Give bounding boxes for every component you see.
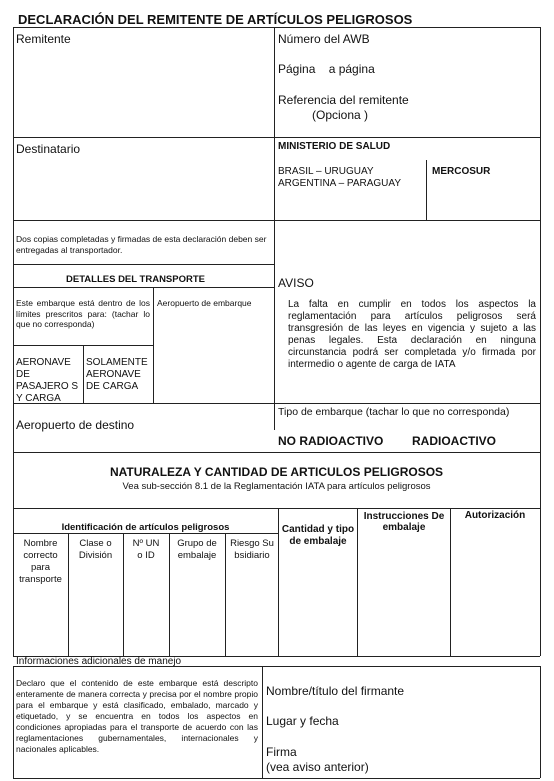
bottom-rule [13,778,540,779]
ministry-label: MINISTERIO DE SALUD [278,141,391,152]
form-title: DECLARACIÓN DEL REMITENTE DE ARTÍCULOS PELIGROSOS [18,12,413,27]
col-class: Clase o División [78,538,113,561]
col-quantity: Cantidad y tipo de embalaje [281,524,355,547]
col-packing-group: Grupo de embalaje [177,538,217,561]
sender-reference-optional: (Opciona ) [312,108,369,122]
ident-heading: Identificación de artículos peligrosos [61,522,230,533]
signer-name-label: Nombre/título del firmante [266,684,405,698]
nature-subtitle: Vea sub-sección 8.1 de la Reglamentación IATA para artículos peligrosos [122,481,431,492]
signature-label: Firma [266,745,297,759]
sender-label: Remitente [16,32,71,46]
table-col-7 [450,508,451,656]
shipment-type-label: Tipo de embarque (tachar lo que no corresponda) [278,406,510,418]
mercosur-label: MERCOSUR [432,166,491,177]
col-un-number: Nº UN o ID [132,538,160,561]
ministry-line-1: BRASIL – URUGUAY [278,166,374,177]
ministry-line-2: ARGENTINA – PARAGUAY [278,178,401,189]
declaration-divider [262,666,263,778]
cargo-only-label: SOLAMENTE AERONAVE DE CARGA [86,357,148,392]
signature-note: (vea aviso anterior) [266,760,369,774]
aircraft-divider [83,345,84,403]
airport-rule [13,403,540,404]
awb-label: Número del AWB [278,32,370,46]
ident-heading-rule [13,533,278,534]
sender-rule [13,137,540,138]
destination-rule [13,452,540,453]
page-label: Página a página [278,62,375,76]
limits-text: Este embarque está dentro de los límites prescritos para: (tachar lo que no corresponda) [16,298,150,329]
col-subsidiary-risk: Riesgo Subsidiario [230,538,274,561]
table-col-2 [123,533,124,656]
declaration-left-border [13,666,14,778]
transport-heading-rule [13,287,274,288]
right-border [540,27,541,520]
nature-rule [13,508,540,509]
col-authorization: Autorización [464,510,526,521]
place-date-label: Lugar y fecha [266,714,339,728]
mercosur-divider [426,160,427,220]
recipient-rule [13,220,540,221]
copies-note: Dos copias completadas y firmadas de esta declaración deben ser entregadas al transportador. [16,234,267,255]
table-right-border [540,508,541,656]
destination-airport-label: Aeropuerto de destino [16,418,135,432]
title-rule [13,27,540,28]
departure-airport-label: Aeropuerto de embarque [157,298,252,308]
table-col-4 [225,533,226,656]
table-col-1 [68,533,69,656]
departure-divider [153,287,154,403]
nature-title: NATURALEZA Y CANTIDAD DE ARTICULOS PELIGROSOS [109,465,444,479]
sender-reference-label: Referencia del remitente [278,93,409,107]
warning-heading: AVISO [278,276,314,290]
table-col-3 [169,533,170,656]
table-col-5 [278,508,279,656]
copies-rule [13,264,274,265]
col-packing-instructions: Instrucciones De embalaje [363,511,445,533]
declaration-text: Declaro que el contenido de este embarque está descripto enteramente de manera correcta y precisa por el nombre propio para el embarque y está clasificado, embalado, marcado y etiquetado, y se encuentra en todos los aspectos en condiciones apropiadas para el transporte de acuerdo con las reglamentaciones gubernamentales, internacionales y nacionales aplicables. [16,678,258,754]
passenger-cargo-label: AERONAVE DE PASAJERO S Y CARGA [16,357,79,404]
top-center-divider [274,27,275,430]
additional-info-label: Informaciones adicionales de manejo [16,656,182,667]
non-radioactive-option[interactable]: NO RADIOACTIVO [278,434,384,448]
radioactive-option[interactable]: RADIOACTIVO [412,434,496,448]
col-proper-name: Nombre correcto para transporte [19,538,62,585]
left-border [13,27,14,520]
warning-text: La falta en cumplir en todos los aspectos la reglamentación para artículos peligrosos será transgresión de las leyes en vigencia y sujeto a las penas legales. Esta declaración en ninguna circunstancia podrá ser completada y/o firmada por intermedio o agente de carga de IATA [288,299,536,370]
recipient-label: Destinatario [16,142,81,156]
declaration-right-border [540,666,541,778]
transport-heading: DETALLES DEL TRANSPORTE [66,274,205,285]
table-col-6 [357,508,358,656]
